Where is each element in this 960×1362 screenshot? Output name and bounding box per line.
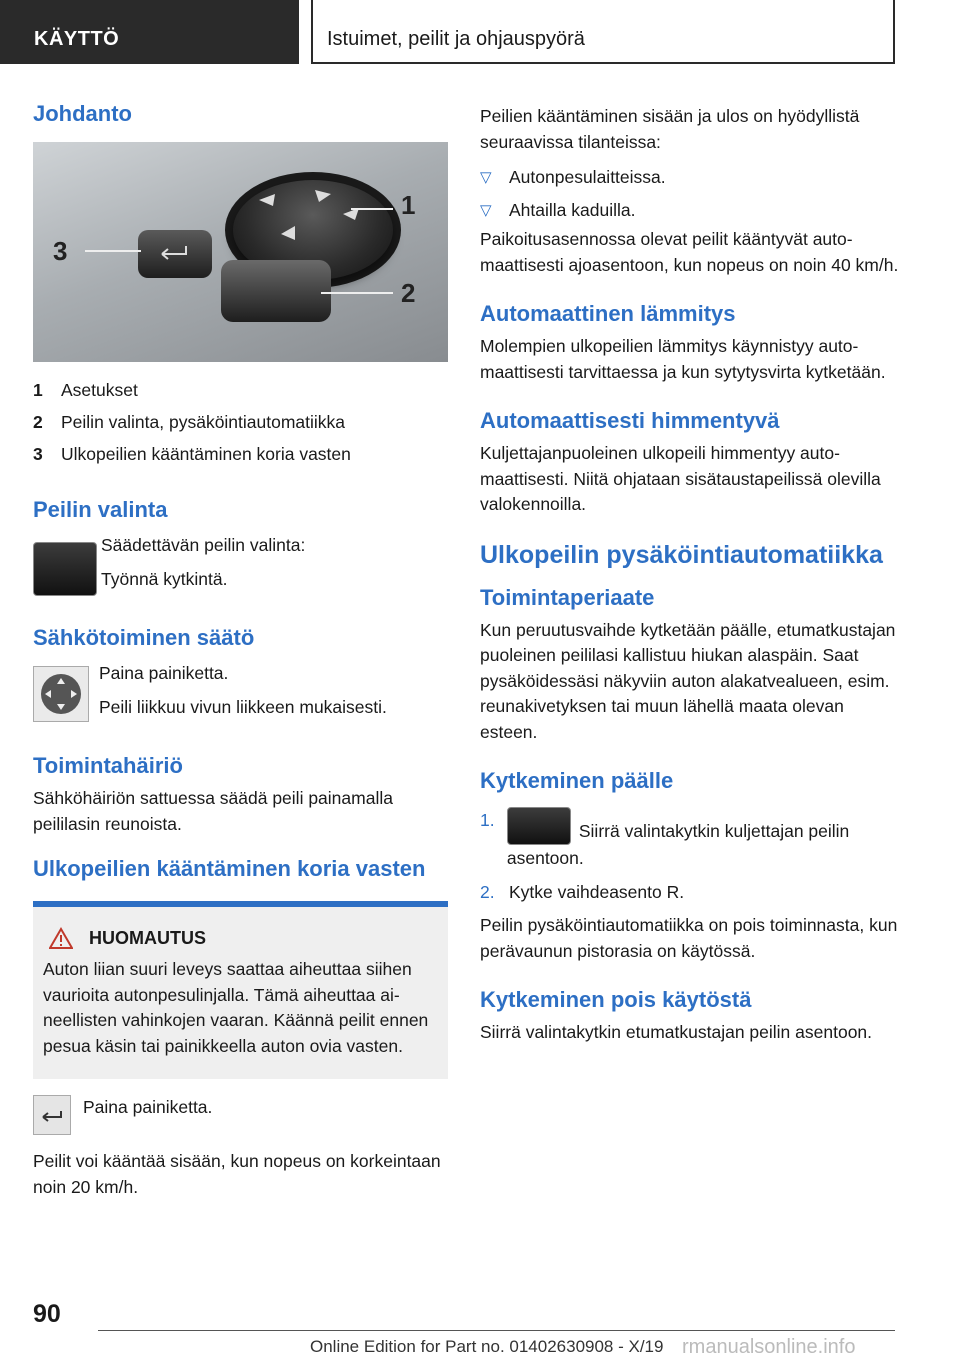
callout-1: 1 (401, 190, 416, 220)
select-text-1: Säädettävän peilin valinta: (101, 535, 306, 555)
select-title: Peilin valinta (33, 497, 168, 522)
footer-divider (98, 1330, 895, 1331)
fold-text-right: Paikoitusasennossa olevat peilit kääntyvät automaattisesti ajoasentoon, kun nopeus on noin 40 km/h. (480, 229, 899, 275)
step-item: 1. Siirrä valintakytkin kuljettajan peilin asentoon. (480, 807, 900, 871)
principle-text: Kun peruutusvaihde kytketään päälle, etumatkustajan puoleinen peililasi kallistuu hiukan alaspäin. Saat pysäköidessäsi näkyviin auton alakatvealueen, esim. reunakivetyksen tai muun lähellä maata olevan esteen. (480, 619, 896, 742)
electric-text-2: Peili liikkuu vivun liikkeen mukaisesti. (99, 697, 387, 717)
principle-title: Toimintaperiaate (480, 584, 655, 610)
dimming-title: Automaattisesti himmentyvä (480, 408, 780, 433)
bullet-triangle-icon: ▽ (480, 202, 492, 219)
left-column (33, 100, 448, 1206)
callout-line-2 (321, 292, 393, 294)
off-title: Kytkeminen pois käytöstä (480, 987, 752, 1012)
header-chapter-label: Istuimet, peilit ja ohjauspyörä (327, 28, 585, 50)
bullet-item: ▽ Autonpesulaitteissa. (480, 161, 900, 194)
bullet-item: ▽ Ahtailla kaduilla. (480, 194, 900, 227)
parking-title: Ulkopeilin pysäköintiautomatiikka (480, 540, 883, 569)
warning-triangle-icon (49, 927, 73, 949)
on-text: Peilin pysäköintiautomatiikka on pois toiminnasta, kun perävaunun pistorasia on käytössä. (480, 915, 898, 961)
intro-title: Johdanto (33, 101, 132, 126)
header-chapter (311, 0, 895, 64)
off-text: Siirrä valintakytkin etumatkustajan peilin asentoon. (480, 1022, 873, 1042)
step-item: 2. Kytke vaihdeasento R. (480, 882, 685, 902)
heating-title: Automaattinen lämmitys (480, 301, 736, 326)
fold-text-2: Peilit voi kääntää sisään, kun nopeus on korkeintaan noin 20 km/h. (33, 1151, 441, 1197)
select-block (33, 530, 448, 598)
callout-line-3 (85, 250, 141, 252)
fold-intro: Peilien kääntäminen sisään ja ulos on hyödyllistä seuraavissa tilanteissa: (480, 106, 860, 152)
legend-item: 3 Ulkopeilien kääntäminen koria vasten (33, 444, 351, 464)
adjust-knob-icon (33, 666, 89, 722)
mirror-select-button (221, 260, 331, 322)
bullet-triangle-icon: ▽ (480, 169, 492, 186)
fault-title: Toimintahäiriö (33, 753, 183, 778)
callout-line-1 (351, 208, 393, 210)
fold-mirror-icon (138, 230, 212, 278)
on-steps (480, 807, 900, 905)
figure-legend (33, 374, 448, 470)
warning-text: Auton liian suuri leveys saattaa aiheuttaa siihen vaurioita autonpesulinjalla. Tämä aiheuttaa aineellisten vahinkojen vaaran. Käännä peilit ennen pesua käsin tai painikkeella auton ovia vasten. (43, 959, 429, 1056)
heating-text: Molempien ulkopeilien lämmitys käynnistyy automaattisesti tarvittaessa ja kun sytytysvirta kytketään. (480, 336, 886, 382)
fold-text-1: Paina painiketta. (83, 1097, 213, 1117)
select-text-2: Työnnä kytkintä. (101, 569, 228, 589)
fault-text: Sähköhäiriön sattuessa säädä peili painamalla peililasin reunoista. (33, 788, 393, 834)
right-column (480, 100, 900, 1052)
page-number: 90 (33, 1300, 61, 1328)
fold-title: Ulkopeilien kääntäminen koria vasten (33, 856, 426, 881)
header-section-label: KÄYTTÖ (34, 28, 120, 50)
electric-block (33, 658, 448, 726)
legend-item: 2 Peilin valinta, pysäköintiautomatiikka (33, 412, 346, 432)
select-switch-icon (33, 542, 97, 596)
warning-box (33, 901, 448, 1079)
fold-mirror-button (138, 230, 212, 278)
fold-button-block (33, 1095, 448, 1135)
knob-arrows-icon (33, 142, 448, 362)
warning-label: HUOMAUTUS (89, 927, 206, 948)
dimming-text: Kuljettajanpuoleinen ulkopeili himmentyy automaattisesti. Niitä ohjataan sisätaustapeilissä olevilla valokennoilla. (480, 443, 881, 514)
header-section (0, 0, 299, 64)
select-switch-icon (507, 807, 571, 845)
warning-header (49, 927, 438, 949)
callout-3: 3 (53, 236, 68, 266)
on-title: Kytkeminen päälle (480, 768, 674, 793)
legend-item: 1 Asetukset (33, 380, 138, 400)
edition-text: Online Edition for Part no. 01402630908 - X/19 (310, 1337, 664, 1356)
electric-title: Sähkötoiminen säätö (33, 625, 255, 650)
mirror-switch-photo (33, 142, 448, 362)
watermark: rmanualsonline.info (678, 1336, 855, 1359)
electric-text-1: Paina painiketta. (99, 663, 229, 683)
fold-mirror-icon (33, 1095, 71, 1135)
callout-2: 2 (401, 278, 416, 308)
